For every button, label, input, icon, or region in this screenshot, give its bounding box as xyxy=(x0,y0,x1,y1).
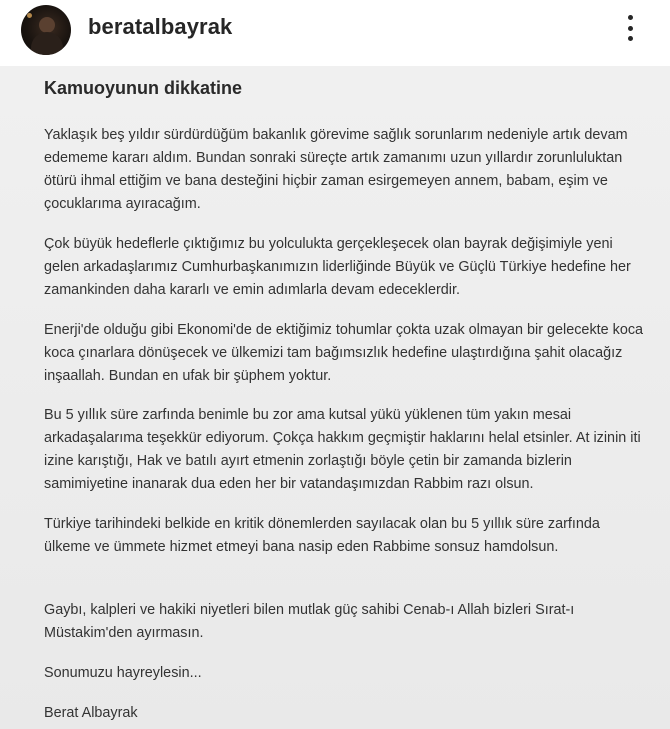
letter-paragraph: Gaybı, kalpleri ve hakiki niyetleri bilen mutlak güç sahibi Cenab-ı Allah bizleri Sırat-ı Müstakim'den ayırmasın. xyxy=(44,602,575,641)
dot xyxy=(628,36,633,41)
letter-paragraph: Çok büyük hedeflerle çıktığımız bu yolculukta gerçekleşecek olan bayrak değişimiyle yeni gelen arkadaşlarımız Cumhurbaşkanımızın liderliğinde Büyük ve Güçlü Türkiye hedefine her zamankinden daha kararlı ve emin adımlarla devam edeceklerdir. xyxy=(44,236,631,298)
letter-closing: Sonumuzu hayreylesin... xyxy=(44,665,202,681)
avatar-photo-body xyxy=(31,32,63,55)
letter-paragraph: Türkiye tarihindeki belkide en kritik dönemlerden sayılacak olan bu 5 yıllık süre zarfında ülkeme ve ümmete hizmet etmeyi bana nasip eden Rabbime sonsuz hamdolsun. xyxy=(44,516,600,555)
username-link[interactable]: beratalbayrak xyxy=(88,14,233,39)
dot xyxy=(628,15,633,20)
letter-title: Kamuoyunun dikkatine xyxy=(44,78,243,98)
more-options-icon[interactable] xyxy=(622,12,638,44)
letter-signature: Berat Albayrak xyxy=(44,705,138,721)
letter-paragraph: Enerji'de olduğu gibi Ekonomi'de de ektiğimiz tohumlar çokta uzak olmayan bir gelecekte koca koca çınarlara dönüşecek ve ülkemizi tam bağımsızlık hedefine ulaştırdığına şahit olacağız inşaallah. Bundan en ufak bir şüphem yoktur. xyxy=(44,322,644,384)
dot xyxy=(628,26,633,31)
avatar-photo-head xyxy=(39,17,55,33)
letter-paragraph: Yaklaşık beş yıldır sürdürdüğüm bakanlık görevime sağlık sorunlarım nedeniyle artık devam edememe kararı aldım. Bundan sonraki süreçte artık zamanımı uzun yıllardır zorunluluktan ötürü ihmal ettiğim ve bana desteğini hiçbir zaman esirgemeyen annem, babam, eşim ve çocuklarıma ayıracağım. xyxy=(44,127,628,212)
avatar[interactable] xyxy=(21,5,71,55)
letter-paragraph: Bu 5 yıllık süre zarfında benimle bu zor ama kutsal yükü yüklenen tüm yakın mesai arkadaşalarıma teşekkür ediyorum. Çokça hakkım geçmiştir haklarını helal etsinler. At izinin iti izine karıştığı, Hak ve batılı ayırt etmenin zorlaştığı böyle çetin bir zamanda bizlerin samimiyetine inanarak dua eden her bir vatandaşımızdan Rabbim razı olsun. xyxy=(44,407,641,492)
post-image-letter xyxy=(0,66,670,729)
post-header xyxy=(0,0,670,66)
avatar-photo-highlight xyxy=(27,13,32,18)
